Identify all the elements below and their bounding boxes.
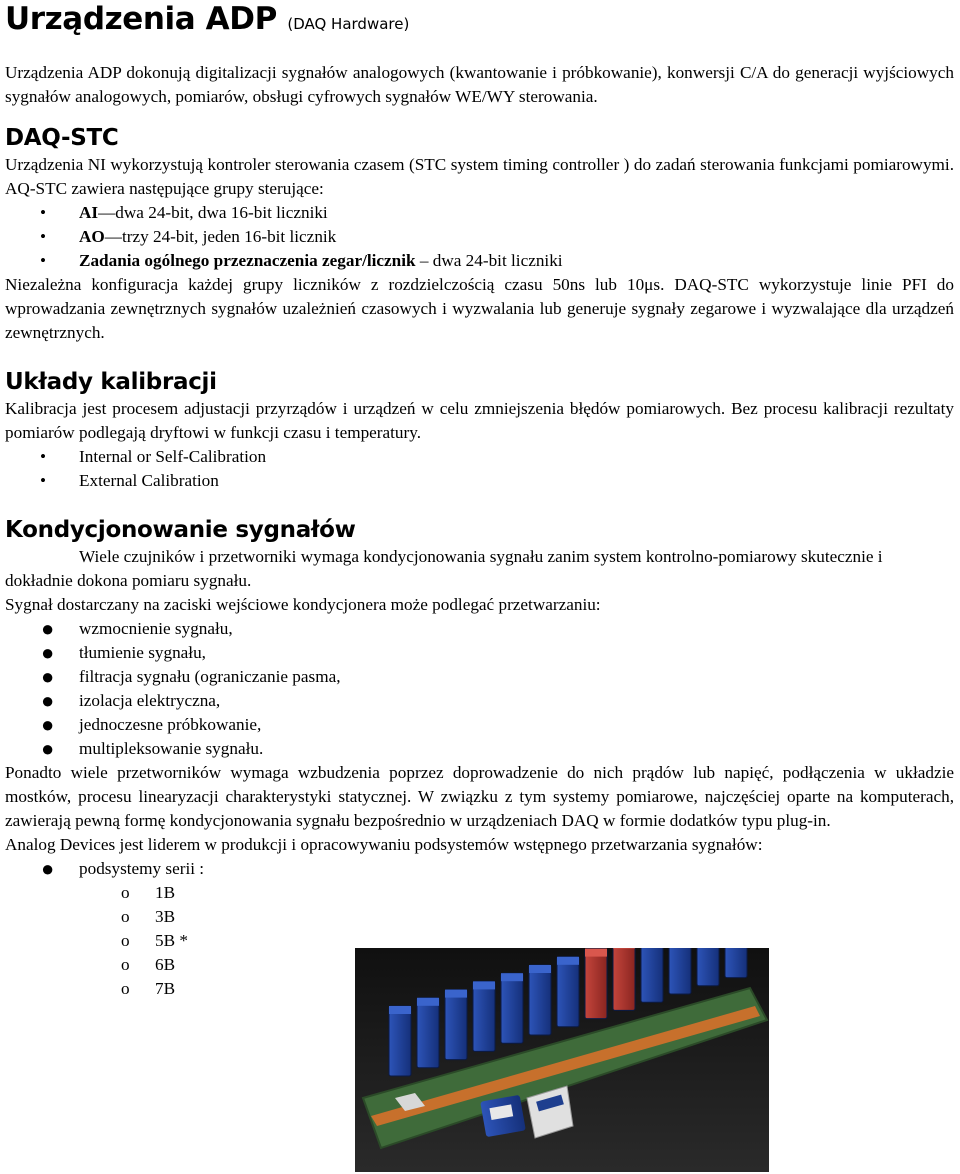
section-heading-daq-stc: DAQ-STC	[5, 125, 119, 151]
bullet-icon: •	[40, 203, 47, 222]
kalibracja-paragraph: Kalibracja jest procesem adjustacji przyrządów i urządzeń w celu zmniejszenia błędów pomiarowych. Bez procesu kalibracji rezultaty pomiarów podlegają dryftowi w funkcji czasu i temperatury.	[5, 399, 954, 442]
module-top	[445, 990, 467, 998]
blue-module	[697, 948, 719, 986]
kond-paragraph-1: Wiele czujników i przetworniki wymaga kondycjonowania sygnału zanim system kontrolno-pomiarowy skutecznie i dokładnie dokona pomiaru sygnału.	[5, 547, 883, 590]
blue-module	[725, 948, 747, 978]
circle-bullet-icon: o	[121, 931, 130, 950]
circle-bullet-icon: o	[121, 907, 130, 926]
page-title-main: Urządzenia ADP	[5, 1, 277, 37]
section-heading-kondycjonowanie: Kondycjonowanie sygnałów	[5, 517, 356, 543]
module-top	[529, 965, 551, 973]
board-illustration	[355, 948, 769, 1172]
blue-module	[529, 965, 551, 1035]
list-item	[5, 201, 954, 225]
blue-module	[641, 948, 663, 1002]
list-item	[5, 641, 954, 665]
blue-module	[417, 998, 439, 1068]
bullet-icon: ●	[41, 664, 55, 689]
list-item-text: Internal or Self-Calibration	[79, 447, 267, 466]
list-item-text: multipleksowanie sygnału.	[79, 739, 264, 758]
sub-list-item	[5, 905, 954, 929]
kond-list	[5, 617, 954, 761]
daq-stc-paragraph-2: Niezależna konfiguracja każdej grupy liczników z rozdzielczością czasu 50ns lub 10μs. DAQ-STC wykorzystuje linie PFI do wprowadzania zewnętrznych sygnałów uzależnień czasowych i wyzwalania lub generuje sygnały zegarowe i wyzwalające dla urządzeń zewnętrznych.	[5, 275, 954, 342]
daq-stc-paragraph: Urządzenia NI wykorzystują kontroler sterowania czasem (STC system timing controller ) do zadań sterowania funkcjami pomiarowymi. AQ-STC zawiera następujące grupy sterujące:	[5, 155, 954, 198]
blue-module	[445, 990, 467, 1060]
circle-bullet-icon: o	[121, 979, 130, 998]
list-item-text: External Calibration	[79, 471, 219, 490]
list-item	[5, 689, 954, 713]
bullet-icon: ●	[41, 736, 55, 761]
list-item	[5, 617, 954, 641]
bullet-icon: ●	[41, 616, 55, 641]
list-item	[5, 469, 954, 493]
list-item	[5, 737, 954, 761]
module-top	[417, 998, 439, 1006]
list-item-text: tłumienie sygnału,	[79, 643, 206, 662]
red-module	[613, 948, 635, 1010]
list-item-bold: AI	[79, 203, 99, 222]
list-item-text: 7B	[155, 979, 176, 998]
red-module	[585, 949, 607, 1019]
list-item	[5, 665, 954, 689]
section-heading-kalibracja: Układy kalibracji	[5, 369, 217, 395]
daq-stc-list	[5, 201, 954, 273]
list-item	[5, 857, 954, 881]
list-item-text: – dwa 24-bit liczniki	[415, 251, 563, 270]
bullet-icon: •	[40, 227, 47, 246]
list-item-text: filtracja sygnału (ograniczanie pasma,	[79, 667, 341, 686]
list-item-text: 6B	[155, 955, 176, 974]
blue-module	[501, 973, 523, 1043]
list-item-bold: AO	[79, 227, 105, 246]
module-top	[501, 973, 523, 981]
bullet-icon: ●	[41, 856, 55, 881]
blue-module	[557, 957, 579, 1027]
bullet-icon: ●	[41, 640, 55, 665]
list-item-text: 5B *	[155, 931, 188, 950]
signal-conditioning-board-photo	[355, 948, 769, 1172]
intro-paragraph: Urządzenia ADP dokonują digitalizacji sygnałów analogowych (kwantowanie i próbkowanie), konwersji C/A do generacji wyjściowych sygnałów analogowych, pomiarów, obsługi cyfrowych sygnałów WE/WY sterowania.	[5, 63, 954, 106]
kond-paragraph-4: Analog Devices jest liderem w produkcji i opracowywaniu podsystemów wstępnego przetwarzania sygnałów:	[5, 835, 763, 854]
sub-list-item	[5, 881, 954, 905]
list-item	[5, 445, 954, 469]
bullet-icon: •	[40, 447, 47, 466]
kond-paragraph-2: Sygnał dostarczany na zaciski wejściowe kondycjonera może podlegać przetwarzaniu:	[5, 595, 601, 614]
blue-module	[669, 948, 691, 994]
page-title-sub: (DAQ Hardware)	[287, 15, 410, 33]
list-item-text: —trzy 24-bit, jeden 16-bit licznik	[104, 227, 337, 246]
list-item-text: podsystemy serii :	[79, 859, 205, 878]
list-item-text: izolacja elektryczna,	[79, 691, 221, 710]
page-title	[5, 0, 954, 43]
circle-bullet-icon: o	[121, 955, 130, 974]
list-item-text: jednoczesne próbkowanie,	[79, 715, 262, 734]
kalibracja-list	[5, 445, 954, 493]
module-top	[389, 1006, 411, 1014]
blue-module	[389, 1006, 411, 1076]
module-top	[557, 957, 579, 965]
list-item-bold: Zadania ogólnego przeznaczenia zegar/licznik	[79, 251, 416, 270]
list-item	[5, 225, 954, 249]
list-item-text: —dwa 24-bit, dwa 16-bit liczniki	[98, 203, 328, 222]
bullet-icon: •	[40, 471, 47, 490]
blue-module	[473, 981, 495, 1051]
list-item-text: 3B	[155, 907, 176, 926]
bullet-icon: •	[40, 251, 47, 270]
list-item	[5, 249, 954, 273]
circle-bullet-icon: o	[121, 883, 130, 902]
list-item-text: wzmocnienie sygnału,	[79, 619, 233, 638]
module-top	[473, 981, 495, 989]
list-item	[5, 713, 954, 737]
kond-paragraph-3: Ponadto wiele przetworników wymaga wzbudzenia poprzez doprowadzenie do nich prądów lub napięć, podłączenia w układzie mostków, procesu linearyzacji charakterystyki statycznej. W związku z tym systemy pomiarowe, najczęściej oparte na komputerach, zawierają pewną formę kondycjonowania sygnału bezpośrednio w urządzeniach DAQ w formie dodatków typu plug-in.	[5, 763, 954, 830]
bullet-icon: ●	[41, 688, 55, 713]
list-item-text: 1B	[155, 883, 176, 902]
bullet-icon: ●	[41, 712, 55, 737]
module-top	[585, 949, 607, 957]
